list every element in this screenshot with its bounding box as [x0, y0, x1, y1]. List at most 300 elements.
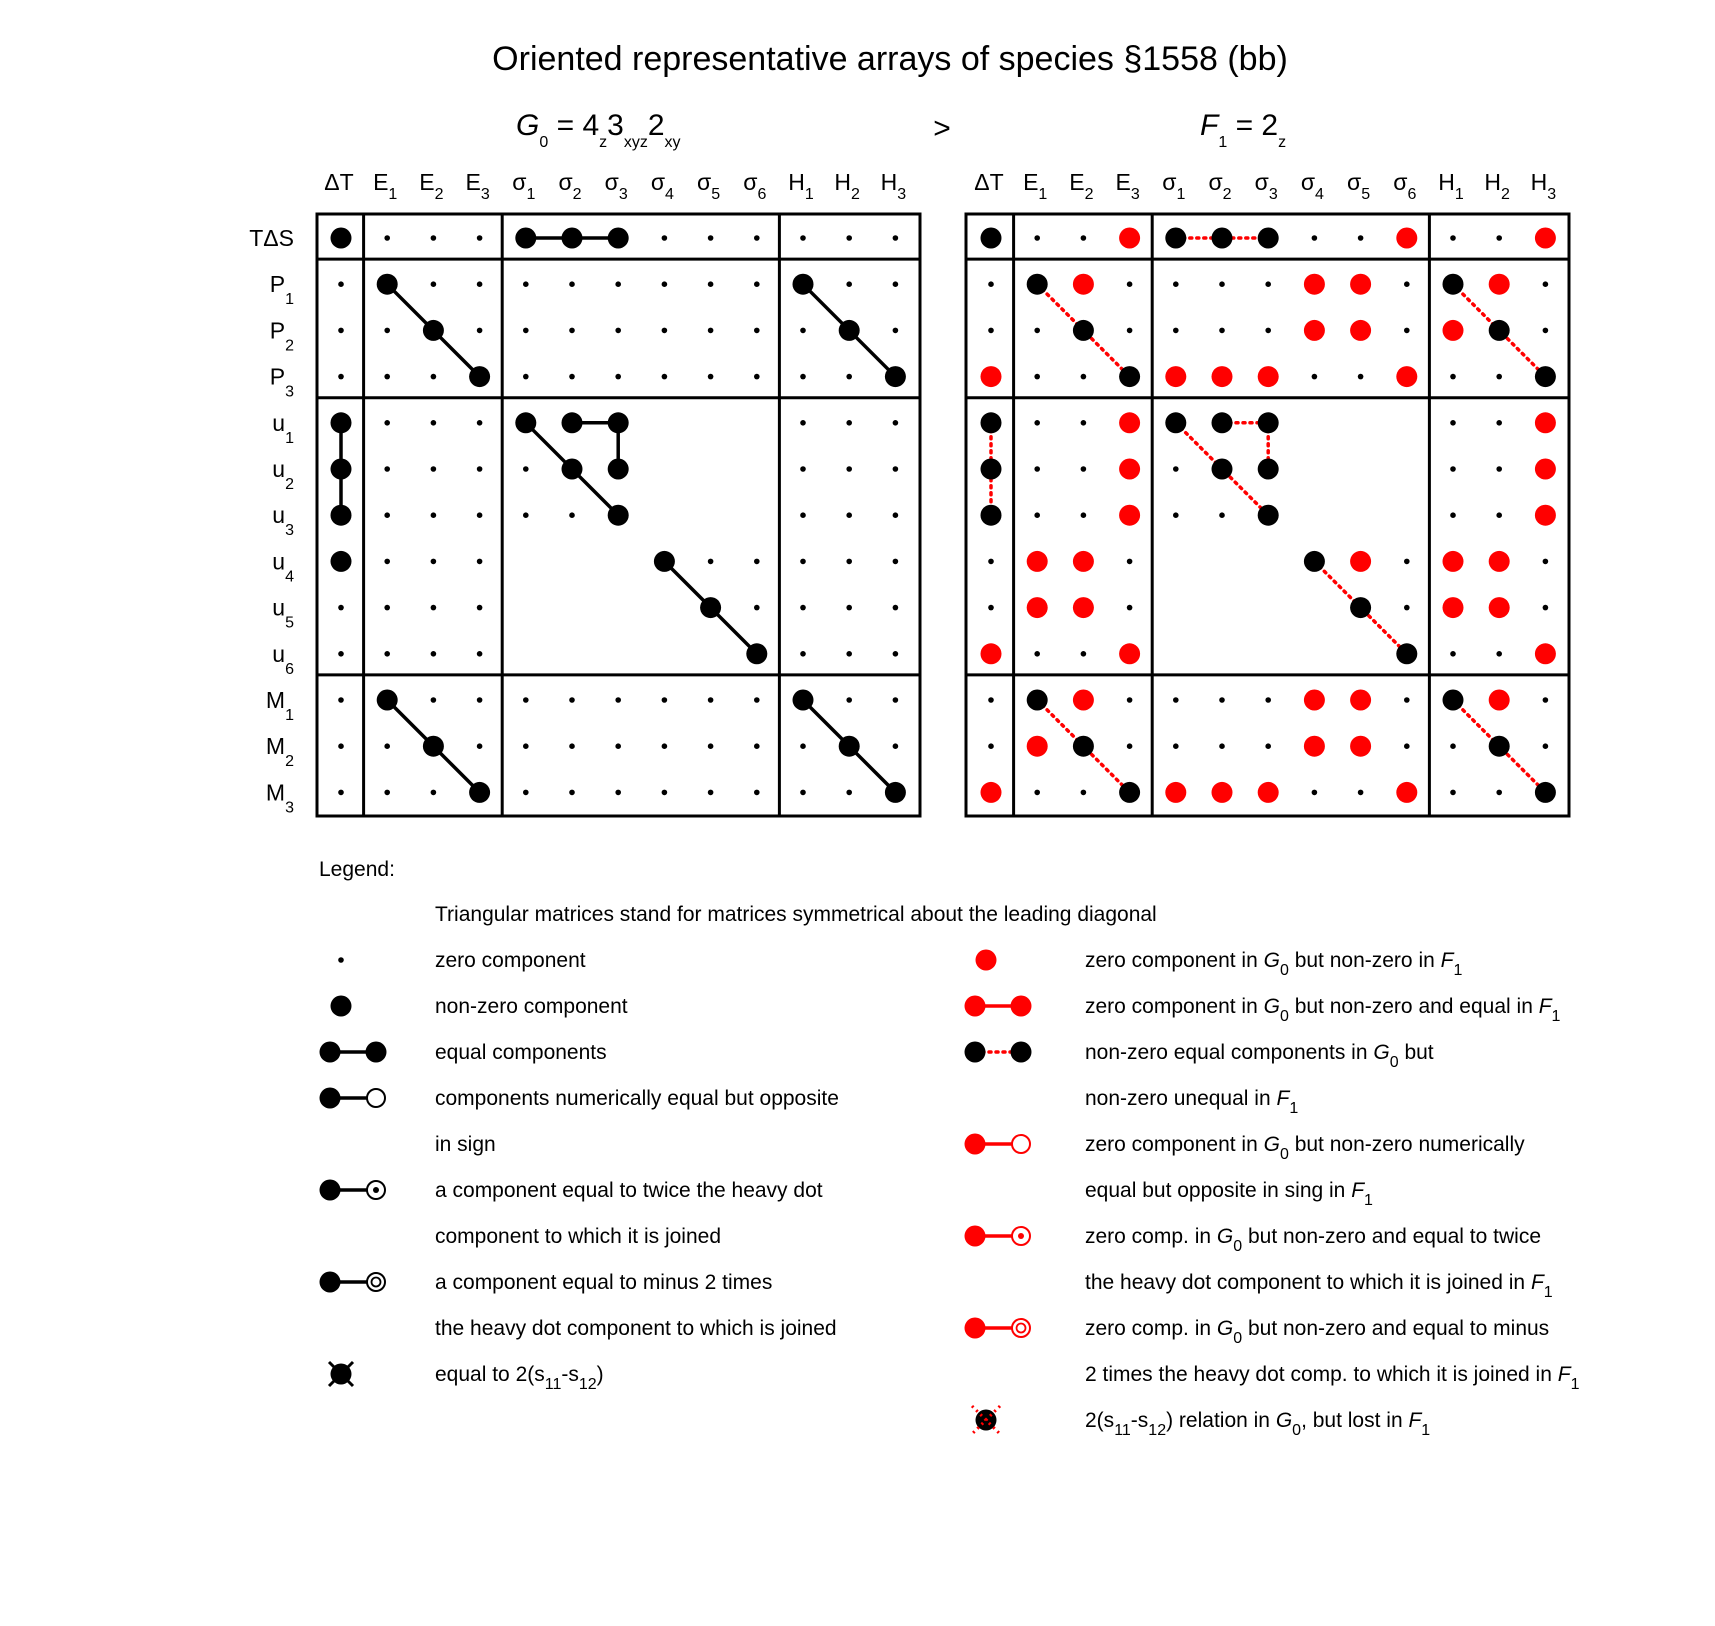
- new-nonzero-component: [1350, 274, 1371, 295]
- small-dot-icon: [338, 957, 344, 963]
- nonzero-component: [515, 412, 536, 433]
- column-label-base: E: [1023, 169, 1039, 195]
- new-nonzero-component: [1119, 412, 1140, 433]
- column-label-sub: 3: [1268, 186, 1278, 203]
- column-label-base: ΔT: [974, 169, 1004, 195]
- column-label-sub: 2: [434, 186, 444, 203]
- legend-entry-text: [435, 1041, 607, 1064]
- new-nonzero-component: [1304, 320, 1325, 341]
- nonzero-component: [1165, 412, 1186, 433]
- row-label-base: TΔS: [249, 225, 294, 251]
- left-group-label: [516, 109, 681, 151]
- zero-component: [1173, 466, 1179, 472]
- row-label-base: M: [265, 687, 286, 713]
- new-nonzero-component: [1073, 597, 1094, 618]
- zero-component: [384, 328, 390, 334]
- zero-component: [1543, 697, 1549, 703]
- column-label: [558, 169, 581, 203]
- zero-component: [754, 328, 760, 334]
- zero-component: [800, 559, 806, 565]
- zero-component: [1450, 466, 1456, 472]
- legend-text-run: non-zero equal components in: [1085, 1041, 1374, 1064]
- legend-text-run: zero comp. in: [1085, 1225, 1217, 1248]
- column-label: [697, 169, 720, 203]
- legend-text-sub: 0: [1233, 1330, 1243, 1347]
- zero-component: [1081, 374, 1087, 380]
- zero-component: [384, 559, 390, 565]
- column-label: [419, 169, 443, 203]
- row-label-base: u: [272, 640, 286, 667]
- column-label: [1255, 169, 1278, 203]
- row-label: [272, 456, 294, 493]
- column-label: [1023, 169, 1047, 203]
- new-nonzero-component: [1535, 459, 1556, 480]
- nonzero-component: [562, 459, 583, 480]
- zero-component: [988, 281, 994, 287]
- nonzero-component: [1212, 228, 1233, 249]
- legend-dot: [976, 950, 997, 971]
- zero-component: [800, 420, 806, 426]
- zero-component: [1450, 420, 1456, 426]
- zero-component: [846, 559, 852, 565]
- legend-heading: Legend:: [319, 858, 395, 881]
- new-nonzero-component: [981, 782, 1002, 803]
- row-label-sub: 3: [285, 383, 294, 401]
- nonzero-component: [981, 459, 1002, 480]
- legend-dot: [1011, 1042, 1032, 1063]
- column-label-sub: 2: [1222, 186, 1232, 203]
- zero-component: [988, 697, 994, 703]
- legend-text-italic: F: [1408, 1409, 1422, 1432]
- new-nonzero-component: [1073, 690, 1094, 711]
- column-label-base: E: [1115, 169, 1131, 195]
- minus2-pair-icon: [320, 1272, 386, 1293]
- zero-component: [615, 697, 621, 703]
- zero-component: [1404, 605, 1410, 611]
- legend-text-run: zero component in: [1085, 1133, 1264, 1156]
- zero-component: [523, 697, 529, 703]
- legend-text-run: non-zero component: [435, 995, 628, 1018]
- legend-text-italic: G: [1263, 1133, 1280, 1156]
- zero-component: [431, 605, 437, 611]
- row-label: [270, 317, 294, 354]
- zero-component: [1265, 743, 1271, 749]
- legend-text-run: -s: [1130, 1409, 1149, 1432]
- column-label: [1438, 169, 1464, 203]
- zero-component: [477, 420, 483, 426]
- legend-text-run: a component equal to twice the heavy dot: [435, 1179, 823, 1202]
- zero-component: [846, 697, 852, 703]
- column-label-base: E: [1069, 169, 1085, 195]
- legend-entry-text: [435, 949, 586, 972]
- column-label: [1393, 169, 1416, 203]
- nonzero-component: [1443, 690, 1464, 711]
- group-subscript: 1: [1218, 134, 1228, 151]
- zero-component: [384, 605, 390, 611]
- legend-text-run: components numerically equal but opposite: [435, 1087, 839, 1110]
- nonzero-component: [1073, 320, 1094, 341]
- legend-dot: [1011, 996, 1032, 1017]
- zero-component: [754, 790, 760, 796]
- legend-text-run: zero component in: [1085, 995, 1264, 1018]
- legend-text-sub: 1: [1543, 1284, 1553, 1301]
- zero-component: [1034, 374, 1040, 380]
- group-subscript: z: [1278, 134, 1287, 151]
- opposite-pair-icon: [320, 1088, 386, 1109]
- zero-component: [1543, 605, 1549, 611]
- dotted-black-pair-icon: [965, 1042, 1032, 1063]
- zero-component: [1034, 651, 1040, 657]
- new-nonzero-component: [1489, 551, 1510, 572]
- zero-component: [662, 743, 668, 749]
- zero-component: [1358, 374, 1364, 380]
- legend-text-sub: 0: [1279, 1008, 1289, 1025]
- zero-component: [1404, 697, 1410, 703]
- column-label: [1531, 169, 1557, 203]
- nonzero-component: [331, 228, 352, 249]
- legend-dot: [320, 1088, 341, 1109]
- legend-text-run: a component equal to minus 2 times: [435, 1271, 773, 1294]
- legend-text-run: component to which it is joined: [435, 1225, 721, 1248]
- column-label-base: σ: [1300, 169, 1316, 195]
- zero-component: [1173, 281, 1179, 287]
- column-label-sub: 2: [1084, 186, 1094, 203]
- legend-entry-text: [435, 1225, 721, 1248]
- column-label: [881, 169, 907, 203]
- zero-component: [431, 697, 437, 703]
- legend-text-run: -s: [561, 1363, 579, 1386]
- new-nonzero-component: [1119, 505, 1140, 526]
- new-nonzero-component: [1258, 366, 1279, 387]
- zero-component: [1081, 512, 1087, 518]
- zero-component: [1127, 743, 1133, 749]
- legend-text-italic: F: [1440, 949, 1454, 972]
- legend-entry-text: [435, 1133, 496, 1156]
- column-label-sub: 1: [388, 186, 398, 203]
- group-text: = 4: [548, 109, 600, 142]
- legend-dot: [965, 996, 986, 1017]
- column-label-sub: 3: [1547, 186, 1557, 203]
- zero-component: [893, 281, 899, 287]
- zero-component: [893, 651, 899, 657]
- legend-text-run: but non-zero numerically: [1288, 1133, 1525, 1156]
- zero-component: [754, 697, 760, 703]
- new-nonzero-component: [1443, 597, 1464, 618]
- zero-component: [800, 790, 806, 796]
- legend-text-run: the heavy dot component to which is joined: [435, 1317, 837, 1340]
- row-label-base: u: [272, 409, 286, 436]
- legend-entry-text: [1085, 949, 1462, 979]
- zero-component: [523, 512, 529, 518]
- zero-component: [846, 605, 852, 611]
- zero-component: [477, 697, 483, 703]
- nonzero-component: [1212, 412, 1233, 433]
- zero-component: [338, 605, 344, 611]
- row-label-sub: 2: [285, 476, 294, 493]
- zero-component: [1081, 420, 1087, 426]
- zero-component: [846, 790, 852, 796]
- new-nonzero-component: [1165, 366, 1186, 387]
- nonzero-component: [608, 412, 629, 433]
- zero-component: [477, 512, 483, 518]
- red-minus2-pair-icon: [965, 1318, 1031, 1339]
- new-nonzero-component: [1535, 412, 1556, 433]
- zero-component: [523, 374, 529, 380]
- nonzero-component: [1535, 366, 1556, 387]
- big-dot-icon: [331, 996, 352, 1017]
- group-text: = 2: [1227, 109, 1279, 142]
- zero-component: [1543, 328, 1549, 334]
- zero-component: [338, 790, 344, 796]
- new-nonzero-component: [1396, 228, 1417, 249]
- legend-text-italic: G: [1263, 949, 1280, 972]
- zero-component: [1127, 559, 1133, 565]
- nonzero-component: [1073, 736, 1094, 757]
- group-subscript: xyz: [623, 134, 648, 151]
- nonzero-component: [1258, 505, 1279, 526]
- column-label-sub: 3: [618, 186, 628, 203]
- zero-component: [384, 651, 390, 657]
- row-label: [272, 641, 294, 678]
- column-label-base: H: [880, 169, 898, 195]
- greater-than-symbol: >: [933, 112, 951, 145]
- zero-component: [1127, 328, 1133, 334]
- zero-component: [893, 235, 899, 241]
- column-label: [1347, 169, 1370, 203]
- column-label-base: σ: [1162, 169, 1177, 195]
- zero-component: [431, 790, 437, 796]
- nonzero-component: [885, 366, 906, 387]
- new-nonzero-component: [1350, 551, 1371, 572]
- column-label: [465, 169, 489, 203]
- column-label-base: σ: [1254, 169, 1269, 195]
- zero-component: [431, 466, 437, 472]
- zero-component: [1312, 235, 1318, 241]
- nonzero-component: [746, 643, 767, 664]
- zero-component: [846, 374, 852, 380]
- zero-component: [846, 512, 852, 518]
- legend-inner-ring: [1017, 1324, 1026, 1333]
- zero-component: [1496, 466, 1502, 472]
- legend-text-sub: 0: [1279, 962, 1289, 979]
- row-label: [272, 410, 294, 447]
- zero-component: [1496, 512, 1502, 518]
- zero-component: [893, 512, 899, 518]
- new-nonzero-component: [1489, 597, 1510, 618]
- nonzero-component: [331, 505, 352, 526]
- new-nonzero-component: [1073, 551, 1094, 572]
- zero-component: [846, 281, 852, 287]
- group-subscript: z: [599, 134, 608, 151]
- column-label: [1484, 169, 1510, 203]
- zero-component: [1543, 559, 1549, 565]
- group-subscript: 0: [539, 134, 549, 151]
- figure-title: Oriented representative arrays of species §1558 (bb): [492, 40, 1288, 78]
- zero-component: [1496, 235, 1502, 241]
- legend-text-italic: G: [1263, 995, 1280, 1018]
- zero-component: [431, 559, 437, 565]
- zero-component: [754, 235, 760, 241]
- legend-text-run: equal components: [435, 1041, 607, 1064]
- red-opposite-pair-icon: [965, 1134, 1031, 1155]
- zero-component: [338, 743, 344, 749]
- new-nonzero-component: [1443, 551, 1464, 572]
- nonzero-component: [608, 228, 629, 249]
- zero-component: [477, 466, 483, 472]
- zero-component: [1034, 790, 1040, 796]
- twice-pair-icon: [320, 1180, 386, 1201]
- nonzero-component: [839, 736, 860, 757]
- group-subscript: xy: [664, 134, 681, 151]
- new-nonzero-component: [1119, 228, 1140, 249]
- zero-component: [708, 743, 714, 749]
- row-label: [272, 502, 294, 539]
- zero-component: [1219, 281, 1225, 287]
- zero-component: [338, 374, 344, 380]
- zero-component: [800, 328, 806, 334]
- legend-entry-text: [1085, 1087, 1298, 1117]
- row-label: [270, 271, 294, 308]
- legend-text-sub: 12: [578, 1376, 597, 1393]
- column-label-sub: 1: [1038, 186, 1048, 203]
- legend-entry-text: [1085, 1363, 1580, 1393]
- new-nonzero-component: [1396, 366, 1417, 387]
- zero-component: [1404, 559, 1410, 565]
- zero-component: [1265, 281, 1271, 287]
- column-label-base: E: [465, 169, 481, 195]
- zero-component: [431, 651, 437, 657]
- legend-note: Triangular matrices stand for matrices symmetrical about the leading diagonal: [435, 903, 1157, 926]
- new-nonzero-component: [1535, 643, 1556, 664]
- legend-entry-text: [1085, 1317, 1549, 1347]
- legend-dot: [331, 996, 352, 1017]
- column-label-base: σ: [650, 169, 666, 195]
- new-nonzero-component: [1212, 366, 1233, 387]
- zero-component: [1219, 743, 1225, 749]
- column-label: [834, 169, 860, 203]
- legend-entry-text: [1085, 1225, 1541, 1255]
- zero-component: [1543, 743, 1549, 749]
- zero-component: [1450, 512, 1456, 518]
- legend-text-sub: 1: [1551, 1008, 1561, 1025]
- new-nonzero-component: [1535, 228, 1556, 249]
- zero-component: [1034, 420, 1040, 426]
- zero-component: [988, 605, 994, 611]
- zero-component: [988, 743, 994, 749]
- zero-component: [1450, 651, 1456, 657]
- legend-inner-dot: [373, 1187, 379, 1193]
- zero-component: [1450, 743, 1456, 749]
- zero-component: [384, 420, 390, 426]
- row-label-sub: 3: [285, 799, 294, 817]
- row-label-base: M: [265, 779, 286, 806]
- row-label-sub: 5: [285, 614, 294, 632]
- zero-component: [384, 512, 390, 518]
- legend-text-italic: F: [1557, 1363, 1571, 1386]
- column-label: [324, 169, 353, 195]
- zero-component: [569, 328, 575, 334]
- zero-component: [615, 328, 621, 334]
- column-label-base: E: [373, 169, 389, 195]
- nonzero-component: [793, 274, 814, 295]
- zero-component: [754, 374, 760, 380]
- nonzero-component: [700, 597, 721, 618]
- group-text: 3: [607, 109, 624, 142]
- nonzero-component: [981, 505, 1002, 526]
- zero-component: [1404, 281, 1410, 287]
- new-nonzero-component: [1350, 690, 1371, 711]
- nonzero-component: [1396, 643, 1417, 664]
- row-label: [272, 595, 294, 632]
- zero-component: [1219, 697, 1225, 703]
- legend-entry-text: [435, 1271, 772, 1294]
- legend-text-sub: 0: [1389, 1054, 1399, 1071]
- new-nonzero-component: [981, 366, 1002, 387]
- new-nonzero-component: [1027, 597, 1048, 618]
- legend-text-italic: G: [1373, 1041, 1390, 1064]
- red-dot-icon: [976, 950, 997, 971]
- nonzero-component: [1119, 782, 1140, 803]
- legend-text-italic: F: [1351, 1179, 1365, 1202]
- legend: [319, 858, 1580, 1439]
- column-label: [512, 169, 535, 203]
- nonzero-component: [562, 412, 583, 433]
- new-nonzero-component: [1212, 782, 1233, 803]
- zero-component: [662, 328, 668, 334]
- legend-text-run: the heavy dot component to which it is joined in: [1085, 1271, 1531, 1294]
- nonzero-component: [654, 551, 675, 572]
- legend-text-run: but non-zero and equal to minus: [1242, 1317, 1550, 1340]
- legend-text-run: but non-zero and equal in: [1288, 995, 1539, 1018]
- column-label: [605, 169, 628, 203]
- zero-component: [1358, 790, 1364, 796]
- zero-component: [1127, 281, 1133, 287]
- zero-component: [1496, 651, 1502, 657]
- group-text: 2: [647, 109, 665, 142]
- nonzero-component: [1212, 459, 1233, 480]
- column-label: [1301, 169, 1324, 203]
- zero-component: [477, 743, 483, 749]
- row-label-base: P: [269, 317, 286, 344]
- legend-text-sub: 1: [1570, 1376, 1580, 1393]
- column-label: [1208, 169, 1231, 203]
- new-nonzero-component: [1027, 736, 1048, 757]
- zero-component: [988, 559, 994, 565]
- nonzero-component: [1027, 274, 1048, 295]
- row-label-base: M: [265, 733, 286, 760]
- new-nonzero-component: [1443, 320, 1464, 341]
- row-label-base: u: [272, 548, 286, 575]
- zero-component: [569, 374, 575, 380]
- red-twice-pair-icon: [965, 1226, 1031, 1247]
- legend-entry-text: [435, 1087, 839, 1110]
- legend-entry-text: [1085, 1409, 1430, 1439]
- zero-component: [569, 790, 575, 796]
- legend-dot: [320, 1180, 341, 1201]
- zero-component: [569, 697, 575, 703]
- nonzero-component: [331, 412, 352, 433]
- legend-text-run: ) relation in: [1166, 1409, 1276, 1432]
- cross-dot-icon: [329, 1362, 353, 1386]
- zero-component: [1034, 235, 1040, 241]
- zero-component: [431, 512, 437, 518]
- zero-component: [384, 374, 390, 380]
- column-label-base: ΔT: [324, 169, 354, 195]
- legend-text-italic: G: [1216, 1317, 1234, 1340]
- zero-component: [893, 466, 899, 472]
- column-label: [1115, 169, 1139, 203]
- zero-component: [1127, 697, 1133, 703]
